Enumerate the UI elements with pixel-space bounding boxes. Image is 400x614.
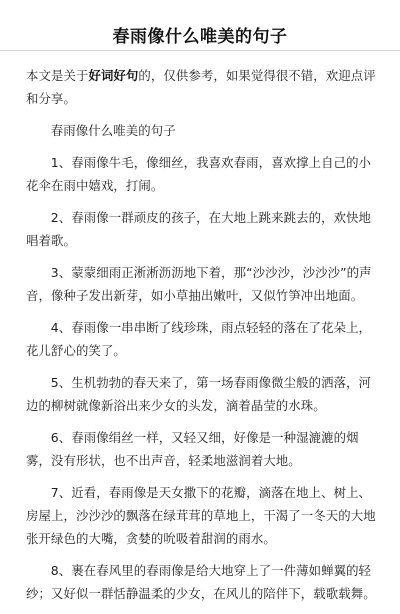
list-item: 2、春雨像一群顽皮的孩子，在大地上跳来跳去的，欢快地唱着歌。: [26, 210, 372, 248]
list-item: 5、生机勃勃的春天来了，第一场春雨像微尘般的洒落，河边的柳树就像新浴出来少女的头发，滴着晶莹的水珠。: [26, 375, 372, 413]
intro-paragraph: [26, 64, 378, 110]
intro-keyword: 好词好句: [88, 68, 139, 83]
list-item: 6、春雨像绢丝一样，又轻又细，好像是一种湿漉漉的烟雾，没有形状，也不出声音，轻柔地滋润着大地。: [26, 430, 359, 468]
intro-prefix: 本文是关于: [26, 68, 89, 83]
article-title: 春雨像什么唯美的句子: [112, 27, 288, 47]
title-divider: [0, 50, 400, 51]
section-heading: 春雨像什么唯美的句子: [50, 123, 176, 138]
list-item: 7、近看，春雨像是天女撒下的花瓣，滴落在地上、树上、房屋上，沙沙沙的飘落在绿茸茸的草地上，干渴了一冬天的大地张开绿色的大嘴，贪婪的吮吸着甜润的雨水。: [26, 485, 376, 546]
list-item: 3、蒙蒙细雨正淅淅沥沥地下着，那“沙沙沙，沙沙沙”的声音，像种子发出新芽，如小草抽出嫩叶，又似竹笋冲出地面。: [26, 265, 372, 303]
intro-suffix: 的，仅供参考，如果觉得很不错，欢迎点评和分享。: [26, 68, 376, 106]
article-body: [26, 64, 378, 614]
list-item: 8、裹在春风里的春雨像是给大地穿上了一件薄如蝉翼的轻纱；又好似一群恬静温柔的少女，在风儿的陪伴下，载歌载舞。: [26, 563, 376, 601]
list-item: 1、春雨像牛毛，像细丝，我喜欢春雨，喜欢撑上自己的小花伞在雨中嬉戏，打闹。: [26, 155, 372, 193]
list-item: 4、春雨像一串串断了线珍珠，雨点轻轻的落在了花朵上，花儿舒心的笑了。: [26, 320, 372, 358]
